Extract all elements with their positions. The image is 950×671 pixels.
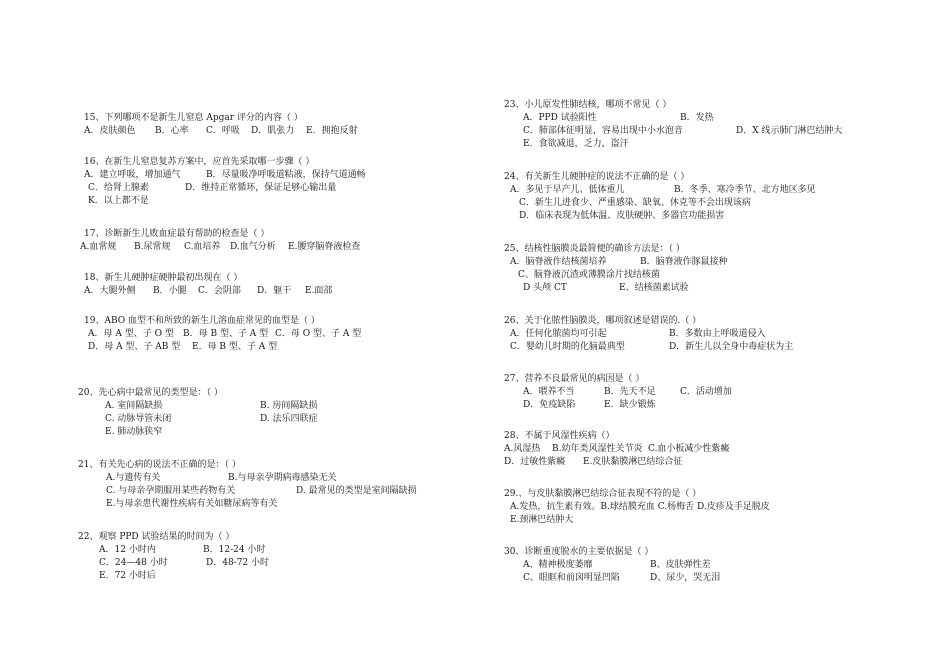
question-stem: 30、诊断重度脱水的主要依据是（ ） — [504, 547, 654, 557]
option: C、眼眶和前囟明显凹陷 — [523, 573, 620, 583]
question-23 — [504, 99, 843, 151]
question-stem: 15、下列哪项不是新生儿窒息 Apgar 评分的内容（ ） — [84, 113, 303, 123]
question-20 — [78, 387, 318, 439]
option: B．冬季、寒冷季节、北方地区多见 — [674, 185, 816, 195]
option: A.血常规 — [80, 242, 117, 252]
option: D．母 A 型、子 AB 型 — [88, 342, 181, 352]
option: D、尿少，哭无泪 — [650, 573, 721, 583]
option: C. 与母亲孕期服用某些药物有关 — [106, 486, 236, 496]
option: B、皮肤弹性差 — [650, 560, 711, 570]
option: E、结核菌素试验 — [619, 283, 689, 293]
question-stem: 23、小儿原发性肺结核，哪项不常见（ ） — [504, 100, 672, 110]
question-stem: 25、结核性脑膜炎最简便的确诊方法是：（ ） — [504, 244, 685, 254]
question-stem: 29.、与皮肤黏膜淋巴结综合征表现不符的是（ ） — [504, 489, 702, 499]
options-line — [80, 241, 361, 254]
question-29 — [504, 488, 770, 527]
option: C．呼吸 — [206, 126, 240, 136]
option: D．过敏性紫癜 — [504, 457, 566, 467]
options-line — [504, 572, 721, 585]
question-17 — [80, 228, 361, 254]
options-line — [78, 485, 417, 498]
option: C．24—48 小时 — [99, 558, 168, 568]
question-28 — [504, 430, 730, 469]
question-stem: 26、关于化脓性脑膜炎，哪项叙述是错误的.（ ） — [504, 316, 702, 326]
option: E．食欲减退，乏力，盗汗 — [523, 139, 629, 149]
option: D. 法乐四联症 — [260, 414, 318, 424]
option: B．脑脊液作豚鼠接种 — [640, 257, 728, 267]
question-26 — [504, 315, 794, 354]
options-line — [78, 426, 223, 439]
option: B. 房间隔缺损 — [260, 401, 318, 411]
option: B．小腿 — [153, 286, 187, 296]
question-27 — [504, 373, 732, 412]
question-stem: 16、在新生儿窒息复苏方案中，应首先采取哪一步骤（ ） — [84, 157, 315, 167]
options-line — [504, 443, 730, 456]
option: A．母 A 型、子 O 型 — [88, 329, 174, 339]
option: C．婴幼儿时期的化脑最典型 — [510, 342, 625, 352]
option: B．先天不足 — [604, 387, 656, 397]
option: A．多见于早产儿、低体重儿 — [510, 185, 625, 195]
option: B．发热 — [680, 113, 714, 123]
question-30 — [504, 546, 721, 585]
option: C．会阴部 — [198, 286, 241, 296]
option: B.尿常规 — [134, 242, 171, 252]
option: D.血气分析 — [230, 242, 276, 252]
option: B．尽量吸净呼吸道粘液，保持气道通畅 — [206, 170, 366, 180]
question-stem: 21、有关先心病的说法不正确的是：（ ） — [78, 460, 241, 470]
options-line — [504, 341, 794, 354]
option: B．多数由上呼吸道侵入 — [669, 329, 766, 339]
option: E.皮肤黏膜淋巴结综合征 — [583, 457, 683, 467]
option: D．免疫缺陷 — [523, 400, 576, 410]
option: E．72 小时后 — [99, 571, 156, 581]
option: A.与遗传有关 — [106, 473, 161, 483]
option: A. 室间隔缺损 — [105, 401, 163, 411]
option: B.幼年类风湿性关节炎 — [552, 444, 643, 454]
options-line — [78, 557, 270, 570]
option: E.腰穿脑脊液检查 — [288, 242, 361, 252]
option: C.血培养 — [184, 242, 221, 252]
question-stem: 27、营养不良最常见的病因是（ ） — [504, 374, 645, 384]
question-stem: 24、有关新生儿硬肿症的说法不正确的是（ ） — [504, 172, 690, 182]
options-line — [504, 456, 683, 469]
options-line — [504, 399, 656, 412]
option: A．任何化脓菌均可引起 — [510, 329, 607, 339]
option: A．PPD 试验阳性 — [523, 113, 597, 123]
option: D．X 线示肺门淋巴结肿大 — [736, 126, 843, 136]
option: D. 最常见的类型是室间隔缺损 — [296, 486, 417, 496]
options-line — [84, 125, 358, 138]
options-line — [84, 341, 320, 354]
options-line — [78, 413, 318, 426]
options-line — [84, 328, 362, 341]
option: C.血小板减少性紫癜 — [648, 444, 730, 454]
options-line — [504, 256, 728, 269]
options-line — [504, 197, 751, 210]
option: K．以上都不是 — [88, 196, 149, 206]
option: C．新生儿进食少、严重感染、缺氧、休克等不会出现该病 — [519, 198, 751, 208]
options-line — [504, 328, 766, 341]
option: A．皮肤颜色 — [84, 126, 136, 136]
option: C、脑脊液沉渣或薄膜涂片找结核菌 — [518, 270, 660, 280]
options-line — [84, 285, 333, 298]
options-line — [78, 472, 337, 485]
options-line — [78, 400, 318, 413]
option: D．48-72 小时 — [206, 558, 270, 568]
question-16 — [84, 156, 366, 208]
option: D 头颅 CT — [523, 283, 567, 293]
question-19 — [84, 315, 362, 354]
question-24 — [504, 171, 816, 223]
options-line — [504, 501, 770, 514]
options-line — [78, 498, 278, 511]
option: A．脑脊液作结核菌培养 — [510, 257, 607, 267]
options-line — [84, 195, 314, 208]
option: E.颈淋巴结肿大 — [510, 515, 574, 525]
option: D．新生儿以全身中毒症状为主 — [669, 342, 794, 352]
question-stem: 19、ABO 血型不和所致的新生儿溶血症常见的血型是（ ） — [84, 316, 320, 326]
options-line — [504, 112, 714, 125]
option: D．临床表现为低体温、皮肤硬肿、多器官功能损害 — [519, 211, 725, 221]
option: E．缺少锻炼 — [604, 400, 656, 410]
question-18 — [84, 272, 333, 298]
option: B.与母亲孕期病毒感染无关 — [228, 473, 337, 483]
option: A、精神极度萎靡 — [523, 560, 593, 570]
option: C. 动脉导管未闭 — [105, 414, 172, 424]
options-line — [504, 210, 725, 223]
options-line — [504, 138, 671, 151]
option: A．喂养不当 — [523, 387, 575, 397]
option: E.面部 — [305, 286, 333, 296]
question-stem: 28、不属于风湿性疾病（） — [504, 431, 615, 441]
option: A．建立呼吸，增加通气 — [84, 170, 181, 180]
option: D．躯干 — [257, 286, 292, 296]
option: C．肺部体征明显，容易出现中小水泡音 — [523, 126, 683, 136]
options-line — [504, 386, 732, 399]
options-line — [504, 269, 685, 282]
option: A．大腿外侧 — [84, 286, 136, 296]
option: B．12-24 小时 — [203, 545, 266, 555]
option: A.发热，抗生素有效。B.球结膜充血 C.杨梅舌 D.皮疹及手足脱皮 — [510, 502, 770, 512]
option: D．维持正常循环，保证足够心输出量 — [185, 183, 337, 193]
options-line — [84, 182, 337, 195]
question-stem: 17、诊断新生儿败血症最有帮助的检查是（ ） — [84, 229, 270, 239]
options-line — [504, 125, 843, 138]
options-line — [504, 559, 711, 572]
option: E. 肺动脉狭窄 — [105, 427, 163, 437]
question-stem: 22、观察 PPD 试验结果的时间为（ ） — [78, 532, 235, 542]
question-25 — [504, 243, 728, 295]
option: B．母 B 型、子 A 型 — [183, 329, 269, 339]
option: B．心率 — [155, 126, 189, 136]
question-22 — [78, 531, 270, 583]
options-line — [78, 544, 266, 557]
options-line — [504, 282, 689, 295]
options-line — [504, 514, 701, 527]
option: E．母 B 型、子 A 型 — [192, 342, 278, 352]
option: E．拥抱反射 — [306, 126, 358, 136]
options-line — [504, 184, 816, 197]
option: A．12 小时内 — [99, 545, 156, 555]
question-stem: 18、新生儿硬肿症硬肿最初出现在（ ） — [84, 273, 243, 283]
option: C．给肾上腺素 — [88, 183, 149, 193]
option: C．活动增加 — [680, 387, 732, 397]
option: E.与母亲患代谢性疾病有关如糖尿病等有关 — [106, 499, 278, 509]
question-21 — [78, 459, 417, 511]
question-stem: 20、先心病中最常见的类型是：（ ） — [78, 388, 223, 398]
option: A.风湿热 — [504, 444, 541, 454]
options-line — [84, 169, 366, 182]
option: D．肌张力 — [251, 126, 295, 136]
question-15 — [84, 112, 358, 138]
options-line — [78, 570, 234, 583]
option: C．母 O 型、子 A 型 — [275, 329, 362, 339]
